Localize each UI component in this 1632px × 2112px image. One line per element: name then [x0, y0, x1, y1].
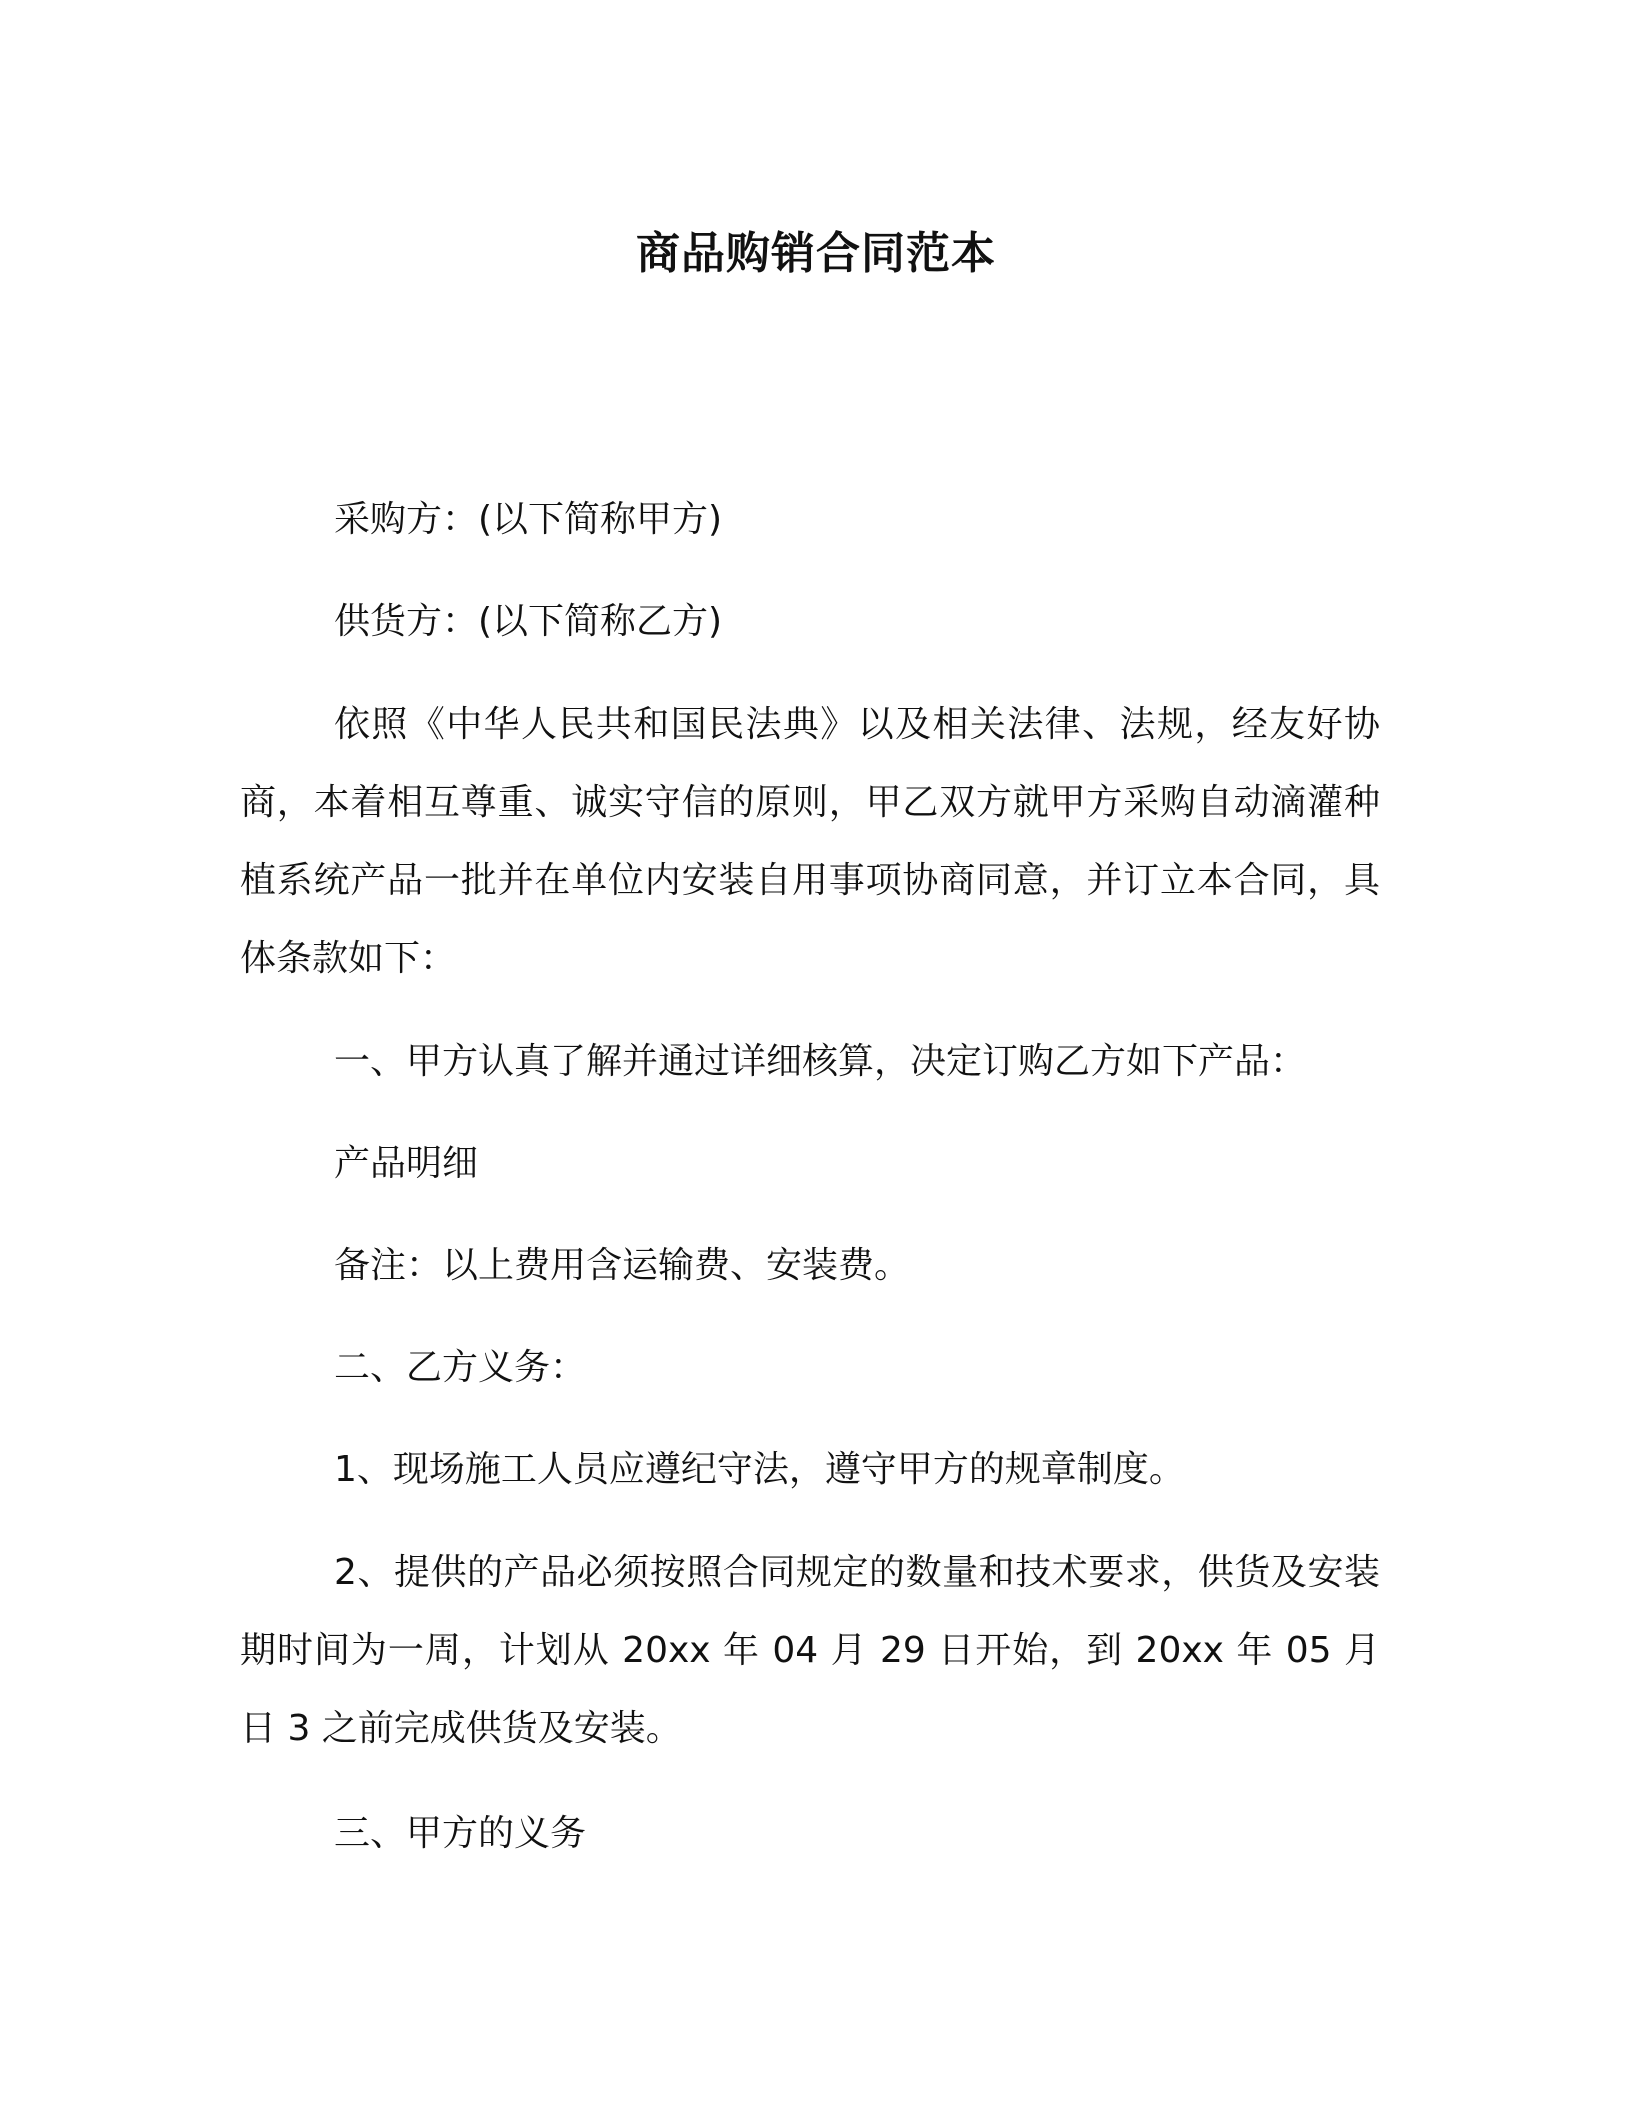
document-title: 商品购销合同范本: [636, 228, 996, 279]
preamble-paragraph: 依照《中华人民共和国民法典》以及相关法律、法规，经友好协商，本着相互尊重、诚实守信的原则，甲乙双方就甲方采购自动滴灌种植系统产品一批并在单位内安装自用事项协商同意，并订立本合同，具体条款如下：: [240, 704, 1380, 979]
clause-2-2: 2、提供的产品必须按照合同规定的数量和技术要求，供货及安装期时间为一周，计划从 20xx 年 04 月 29 日开始，到 20xx 年 05 月日 3 之前完成供货及安装。: [240, 1552, 1380, 1749]
clause-2-1: 1、现场施工人员应遵纪守法，遵守甲方的规章制度。: [334, 1449, 1185, 1490]
section-2-heading: 二、乙方义务：: [334, 1347, 587, 1388]
remark-line: 备注：以上费用含运输费、安装费。: [334, 1245, 911, 1286]
supplier-line: 供货方：(以下简称乙方): [334, 601, 723, 642]
purchaser-line: 采购方：(以下简称甲方): [334, 499, 723, 540]
product-detail-label: 产品明细: [334, 1143, 479, 1184]
section-1-heading: 一、甲方认真了解并通过详细核算，决定订购乙方如下产品：: [334, 1041, 1307, 1082]
section-3-heading: 三、甲方的义务: [334, 1813, 587, 1854]
